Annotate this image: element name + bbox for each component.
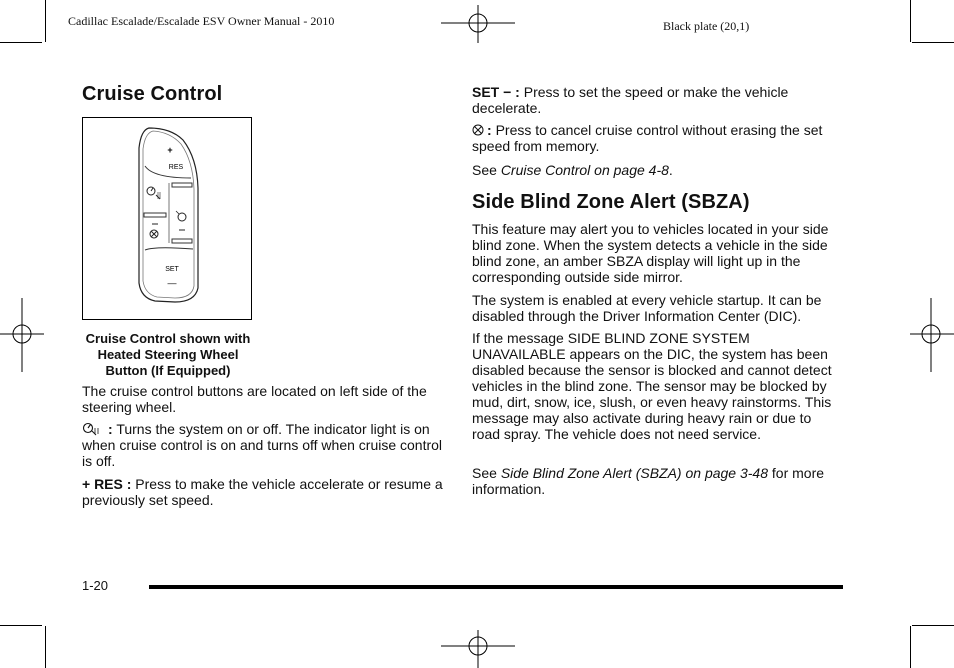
- set-label: SET − :: [472, 84, 520, 100]
- plate-label: Black plate (20,1): [663, 19, 750, 33]
- fig-res-label: RES: [168, 164, 184, 171]
- see-prefix: See: [472, 465, 497, 481]
- cruise-onoff-icon: [82, 421, 106, 436]
- cancel-icon: [472, 124, 485, 137]
- sbza-heading: Side Blind Zone Alert (SBZA): [472, 191, 750, 213]
- res-label: + RES :: [82, 476, 132, 492]
- cruise-intro-paragraph: The cruise control buttons are located on left side of the steering wheel.: [82, 383, 427, 415]
- set-text: Press to set the speed or make the vehicle decelerate.: [472, 84, 789, 116]
- page-number: 1-20: [82, 578, 109, 593]
- cruise-control-heading: Cruise Control: [82, 83, 223, 105]
- caption-line: Heated Steering Wheel: [97, 347, 239, 362]
- registration-mark-right: [910, 298, 954, 372]
- see-suffix: .: [668, 162, 673, 178]
- figure-caption: [70, 331, 266, 379]
- manual-title: Cadillac Escalade/Escalade ESV Owner Manual - 2010: [68, 14, 335, 28]
- sbza-paragraph-1: This feature may alert you to vehicles located in your side blind zone. When the system detects a vehicle in the side blind zone, an amber SBZA display will light up in the corresponding outside side mirror.: [472, 221, 829, 285]
- fig-minus-label: —: [167, 278, 177, 288]
- registration-mark-top: [441, 5, 515, 45]
- res-paragraph: [82, 476, 448, 508]
- onoff-text: Turns the system on or off. The indicator light is on when cruise control is on and turns off when cruise control is off.: [82, 421, 443, 469]
- caption-line: Cruise Control shown with: [85, 331, 251, 346]
- cancel-paragraph: [472, 122, 838, 154]
- cruise-control-figure: [82, 117, 252, 320]
- steering-wheel-buttons-illustration: [83, 118, 253, 321]
- caption-line: Button (If Equipped): [105, 363, 231, 378]
- sbza-reference-link[interactable]: Side Blind Zone Alert (SBZA) on page 3-48: [500, 465, 768, 481]
- fig-set-label: SET: [165, 266, 179, 273]
- see-sbza-paragraph: [472, 465, 838, 497]
- see-suffix: for more information.: [472, 465, 825, 497]
- cancel-label: :: [487, 122, 492, 138]
- onoff-paragraph: [82, 421, 448, 469]
- onoff-label: :: [108, 421, 113, 437]
- sbza-paragraph-2: The system is enabled at every vehicle startup. It can be disabled through the Driver Information Center (DIC).: [472, 292, 822, 324]
- set-paragraph: [472, 84, 838, 116]
- cancel-text: Press to cancel cruise control without erasing the set speed from memory.: [472, 122, 823, 154]
- res-text: Press to make the vehicle accelerate or resume a previously set speed.: [82, 476, 443, 508]
- footer-rule: [149, 585, 843, 589]
- registration-mark-left: [0, 298, 44, 372]
- see-cruise-paragraph: [472, 162, 838, 178]
- registration-mark-bottom: [441, 630, 515, 668]
- fig-plus-label: +: [167, 145, 173, 155]
- sbza-paragraph-3: If the message SIDE BLIND ZONE SYSTEM UNAVAILABLE appears on the DIC, the system has been disabled because the sensor is blocked and cannot detect vehicles in the blind zone. The sensor may be blocked by mud, dirt, snow, ice, slush, or even heavy rainstorms. This message may also activate during heavy rain or due to road spray. The vehicle does not need service.: [472, 330, 832, 442]
- cruise-control-reference-link[interactable]: Cruise Control on page 4-8: [500, 162, 669, 178]
- see-prefix: See: [472, 162, 497, 178]
